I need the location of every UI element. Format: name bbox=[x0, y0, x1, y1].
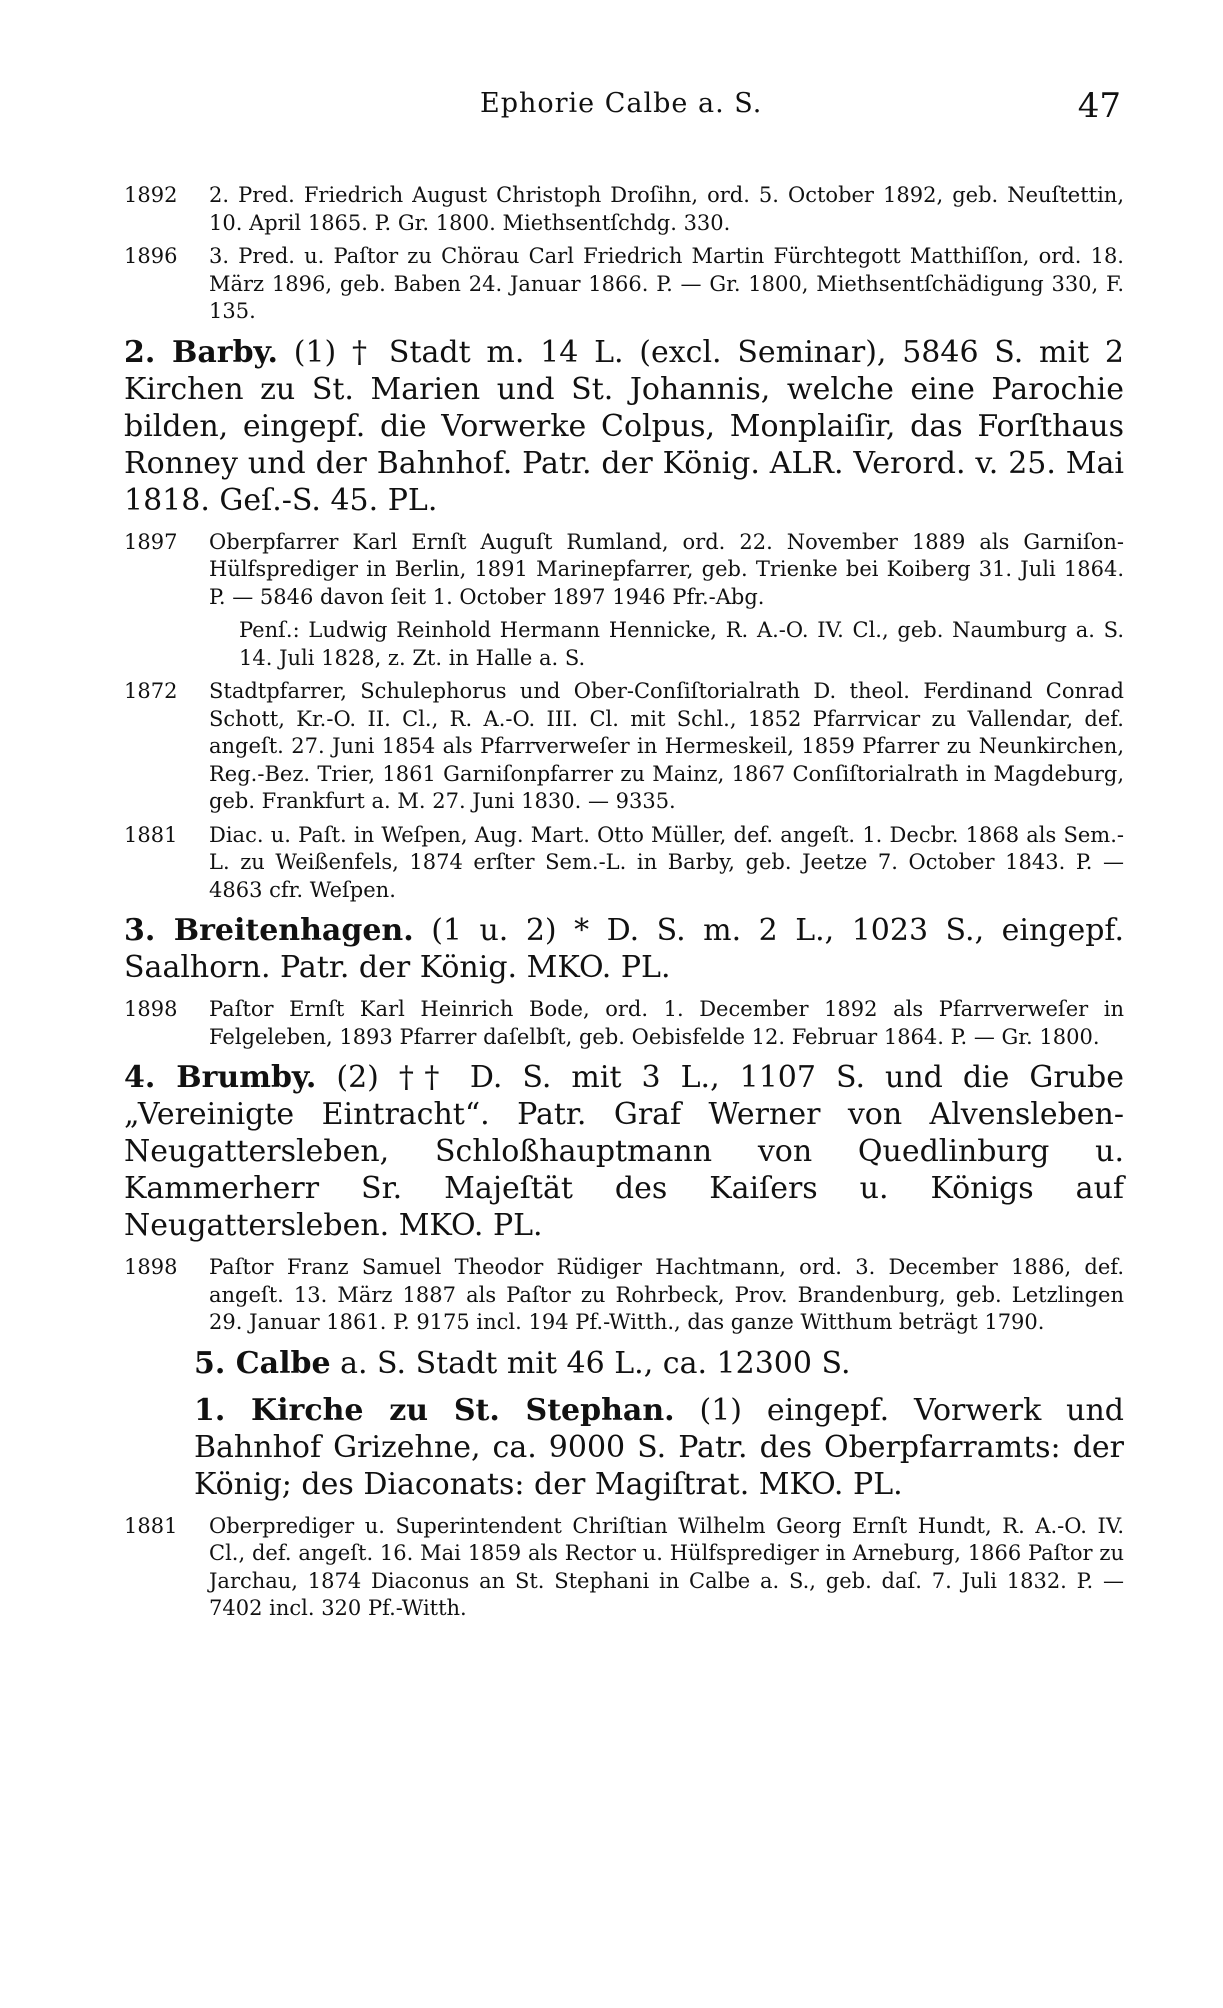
entry-year: 1898 bbox=[124, 1255, 178, 1279]
parish-title: 4. Brumby. bbox=[124, 1060, 317, 1095]
entry-text: 3. Pred. u. Paſtor zu Chörau Carl Friedrich Martin Fürchtegott Matthiſſon, ord. 18. März 1896, geb. Baben 24. Januar 1866. P. — Gr. 1800, Miethsentſchädigung 330, F. 135. bbox=[209, 244, 1124, 323]
page-body bbox=[124, 182, 1124, 1629]
parish-barby bbox=[124, 334, 1124, 519]
clergy-entry bbox=[124, 243, 1124, 326]
clergy-entry bbox=[124, 822, 1124, 905]
entry-year: 1898 bbox=[124, 997, 178, 1021]
parish-title: 1. Kirche zu St. Stephan. bbox=[194, 1392, 675, 1428]
entry-year: 1872 bbox=[124, 679, 178, 703]
parish-breitenhagen bbox=[124, 912, 1124, 986]
parish-st-stephan bbox=[124, 1392, 1124, 1503]
parish-title: 3. Breitenhagen. bbox=[124, 913, 414, 948]
entry-text: 2. Pred. Friedrich August Christoph Droſihn, ord. 5. October 1892, geb. Neuſtettin, 10. April 1865. P. Gr. 1800. Miethsentſchdg. 330. bbox=[209, 183, 1124, 235]
clergy-entry bbox=[124, 1513, 1124, 1623]
entry-text: Penſ.: Ludwig Reinhold Hermann Hennicke, R. A.-O. IV. Cl., geb. Naumburg a. S. 14. Juli 1828, z. Zt. in Halle a. S. bbox=[239, 618, 1124, 670]
parish-calbe bbox=[124, 1345, 1124, 1382]
clergy-entry bbox=[124, 529, 1124, 612]
entry-year: 1881 bbox=[124, 1513, 178, 1538]
entry-text: Paſtor Franz Samuel Theodor Rüdiger Hachtmann, ord. 3. December 1886, def. angeſt. 13. März 1887 als Paſtor zu Rohrbeck, Prov. Brandenburg, geb. Letzlingen 29. Januar 1861. P. 9175 incl. 194 Pf.-Witth., das ganze Witthum beträgt 1790. bbox=[209, 1255, 1124, 1334]
parish-title: 5. Calbe bbox=[194, 1345, 331, 1381]
clergy-entry bbox=[124, 678, 1124, 816]
pensioner-entry bbox=[124, 617, 1124, 672]
entry-year: 1897 bbox=[124, 529, 178, 554]
entry-text: Diac. u. Paſt. in Weſpen, Aug. Mart. Otto Müller, def. angeſt. 1. Decbr. 1868 als Sem.-L. zu Weißenfels, 1874 erſter Sem.-L. in Barby, geb. Jeetze 7. October 1843. P. — 4863 cfr. Weſpen. bbox=[209, 822, 1124, 902]
page-number: 47 bbox=[1077, 86, 1121, 126]
entry-year: 1881 bbox=[124, 822, 178, 847]
parish-description: (1) eingepf. Vorwerk und Bahnhof Grizehne, ca. 9000 S. Patr. des Oberpfarramts: der König; des Diaconats: der Magiſtrat. MKO. PL. bbox=[194, 1392, 1124, 1502]
parish-title: 2. Barby. bbox=[124, 334, 278, 370]
parish-description: (2) †† D. S. mit 3 L., 1107 S. und die Grube „Vereinigte Eintracht“. Patr. Graf Werner von Alvensleben-Neugattersleben, Schloßhauptmann von Quedlinburg u. Kammerherr Sr. Majeſtät des Kaiſers u. Königs auf Neugattersleben. MKO. PL. bbox=[124, 1060, 1124, 1243]
parish-description: a. S. Stadt mit 46 L., ca. 12300 S. bbox=[340, 1345, 851, 1381]
entry-text: Stadtpfarrer, Schulephorus und Ober-Conſiſtorialrath D. theol. Ferdinand Conrad Schott, Kr.-O. II. Cl., R. A.-O. III. Cl. mit Schl., 1852 Pfarrvicar zu Vallendar, def. angeſt. 27. Juni 1854 als Pfarrverweſer in Hermeskeil, 1859 Pfarrer zu Neunkirchen, Reg.-Bez. Trier, 1861 Garniſonpfarrer zu Mainz, 1867 Conſiſtorialrath in Magdeburg, geb. Frankfurt a. M. 27. Juni 1830. — 9335. bbox=[209, 679, 1124, 813]
entry-text: Oberprediger u. Superintendent Chriſtian Wilhelm Georg Ernſt Hundt, R. A.-O. IV. Cl., def. angeſt. 16. Mai 1859 als Rector u. Hülfsprediger in Arneburg, 1866 Paſtor zu Jarchau, 1874 Diaconus an St. Stephani in Calbe a. S., geb. daſ. 7. Juli 1832. P. — 7402 incl. 320 Pf.-Witth. bbox=[209, 1513, 1124, 1620]
entry-year: 1892 bbox=[124, 183, 178, 207]
clergy-entry bbox=[124, 1254, 1124, 1337]
entry-text: Oberpfarrer Karl Ernſt Auguſt Rumland, ord. 22. November 1889 als Garniſon-Hülfsprediger in Berlin, 1891 Marinepfarrer, geb. Trienke bei Koiberg 31. Juli 1864. P. — 5846 davon ſeit 1. October 1897 1946 Pfr.-Abg. bbox=[209, 529, 1124, 609]
running-title: Ephorie Calbe a. S. bbox=[480, 88, 763, 119]
parish-description: (1 u. 2) * D. S. m. 2 L., 1023 S., eingepf. Saalhorn. Patr. der König. MKO. PL. bbox=[124, 913, 1124, 985]
entry-year: 1896 bbox=[124, 244, 178, 268]
parish-brumby bbox=[124, 1059, 1124, 1244]
parish-description: (1) † Stadt m. 14 L. (excl. Seminar), 5846 S. mit 2 Kirchen zu St. Marien und St. Johannis, welche eine Parochie bilden, eingepf. die Vorwerke Colpus, Monplaiſir, das Forſthaus Ronney und der Bahnhof. Patr. der König. ALR. Verord. v. 25. Mai 1818. Geſ.-S. 45. PL. bbox=[124, 334, 1124, 518]
clergy-entry bbox=[124, 996, 1124, 1051]
clergy-entry bbox=[124, 182, 1124, 237]
page-header bbox=[0, 88, 1223, 128]
entry-text: Paſtor Ernſt Karl Heinrich Bode, ord. 1. December 1892 als Pfarrverweſer in Felgeleben, 1893 Pfarrer daſelbſt, geb. Oebisfelde 12. Februar 1864. P. — Gr. 1800. bbox=[209, 997, 1124, 1049]
